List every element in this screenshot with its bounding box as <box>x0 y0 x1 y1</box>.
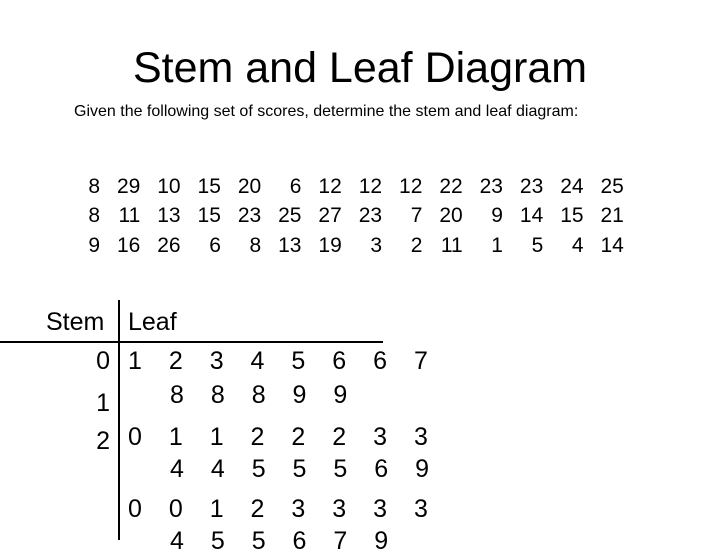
score-cell: 13 <box>278 233 302 257</box>
score-cell: 22 <box>439 174 463 198</box>
score-cell: 20 <box>439 204 463 228</box>
score-cell: 12 <box>358 174 383 198</box>
scores-row <box>79 231 624 261</box>
score-cell: 23 <box>479 174 503 198</box>
stem-leaf-divider-vertical <box>118 300 120 540</box>
scores-row <box>79 172 624 202</box>
score-cell: 13 <box>157 204 181 228</box>
leaf-line: 0 1 1 2 2 2 3 3 <box>128 423 438 451</box>
score-cell: 25 <box>278 204 302 228</box>
score-cell: 14 <box>600 233 624 257</box>
stem-0: 0 <box>96 347 110 375</box>
score-cell: 11 <box>440 233 463 257</box>
stem-2: 2 <box>96 427 110 455</box>
score-cell: 19 <box>318 233 342 257</box>
stem-header: Stem <box>46 308 105 336</box>
score-cell: 9 <box>491 204 503 228</box>
stem-leaf-divider-horizontal <box>0 341 383 343</box>
score-cell: 29 <box>116 174 141 198</box>
score-cell: 2 <box>410 233 423 257</box>
leaf-line: 4 4 5 5 5 6 9 <box>170 455 440 483</box>
score-cell: 6 <box>289 174 302 198</box>
scores-table <box>79 172 624 261</box>
score-cell: 24 <box>560 174 584 198</box>
score-cell: 11 <box>118 204 141 228</box>
score-cell: 15 <box>560 204 584 228</box>
score-cell: 7 <box>410 204 423 228</box>
instructions-text: Given the following set of scores, determine the stem and leaf diagram: <box>74 103 579 120</box>
score-cell: 8 <box>249 233 262 257</box>
score-cell: 14 <box>519 204 544 228</box>
scores-row <box>79 202 624 232</box>
score-cell: 9 <box>88 233 100 257</box>
leaf-line: 0 0 1 2 3 3 3 3 <box>128 495 438 523</box>
leaf-line: 1 2 3 4 5 6 6 7 <box>128 347 438 375</box>
score-cell: 21 <box>600 204 624 228</box>
stem-1: 1 <box>96 389 110 417</box>
score-cell: 1 <box>491 233 503 257</box>
score-cell: 26 <box>157 233 181 257</box>
score-cell: 8 <box>88 174 100 198</box>
score-cell: 12 <box>399 174 423 198</box>
score-cell: 23 <box>358 204 383 228</box>
score-cell: 16 <box>116 233 141 257</box>
score-cell: 5 <box>531 233 544 257</box>
score-cell: 25 <box>600 174 624 198</box>
score-cell: 23 <box>237 204 262 228</box>
score-cell: 4 <box>571 233 584 257</box>
leaf-header: Leaf <box>128 308 177 336</box>
score-cell: 20 <box>237 174 262 198</box>
score-cell: 12 <box>318 174 342 198</box>
score-cell: 8 <box>88 204 100 228</box>
page-title: Stem and Leaf Diagram <box>132 44 588 92</box>
score-cell: 10 <box>157 174 181 198</box>
score-cell: 3 <box>370 233 383 257</box>
score-cell: 23 <box>519 174 544 198</box>
leaf-line: 4 5 5 6 7 9 <box>170 527 399 555</box>
score-cell: 15 <box>197 174 221 198</box>
leaf-line: 8 8 8 9 9 <box>170 381 358 409</box>
score-cell: 6 <box>209 233 221 257</box>
score-cell: 27 <box>318 204 342 228</box>
score-cell: 15 <box>197 204 221 228</box>
